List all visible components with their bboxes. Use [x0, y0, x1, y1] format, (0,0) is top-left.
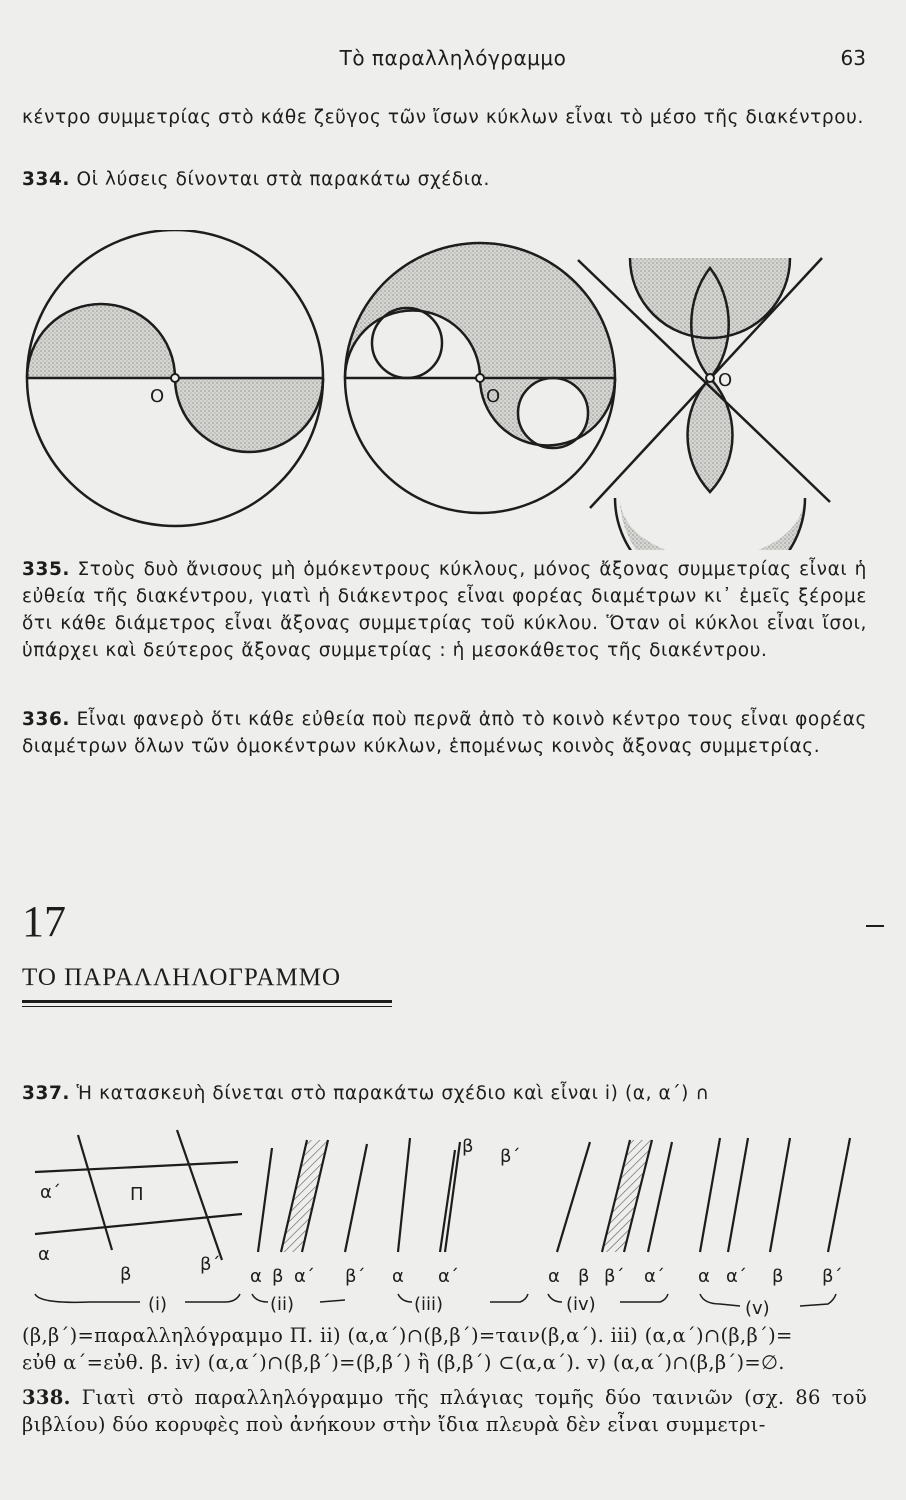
svg-text:(ii): (ii) [270, 1294, 295, 1315]
page-number: 63 [840, 46, 866, 70]
chapter-title-underline [22, 1000, 392, 1003]
svg-text:β΄: β΄ [604, 1266, 625, 1287]
label-alpha: α [38, 1244, 50, 1265]
paragraph-333-end: κέντρο συμμετρίας στὸ κάθε ζεῦγος τῶν ἴσων κύκλων εἶναι τὸ μέσο τῆς διακέντρου. [22, 107, 864, 128]
svg-text:O: O [150, 386, 165, 407]
figure-337-case-iii [398, 1138, 460, 1252]
figure-337-case-v [700, 1138, 850, 1252]
svg-text:α΄: α΄ [294, 1266, 315, 1287]
svg-text:(iv): (iv) [566, 1294, 596, 1315]
svg-text:(iii): (iii) [414, 1294, 444, 1315]
svg-text:α΄: α΄ [644, 1266, 665, 1287]
chapter-title-underline-thin [22, 1006, 392, 1007]
paragraph-335: 335. Στοὺς δυὸ ἄνισους μὴ ὁμόκεντρους κύκλους, μόνος ἄξονας συμμετρίας εἶναι ἡ εὐθεία τῆς διακέντρου, γιατὶ ἡ διάκεντρος εἶναι φορέας διαμέτρων κι᾿ ἐμεῖς ξέρομε ὅτι κάθε διάμετρος εἶναι ἄξονας συμμετρίας τοῦ κύκλου. Ὅταν οἱ κύκλοι εἶναι ἴσοι, ὑπάρχει καὶ δεύτερος ἄξονας συμμετρίας : ἡ μεσοκάθετος τῆς διακέντρου. [22, 559, 867, 661]
svg-text:β: β [772, 1266, 784, 1287]
figure-337-case-ii [258, 1140, 367, 1252]
svg-text:α: α [392, 1266, 404, 1287]
running-header-title: Τὸ παραλληλόγραμμο [339, 46, 567, 70]
label-pi: Π [130, 1184, 144, 1205]
svg-text:α΄: α΄ [438, 1266, 459, 1287]
label-alpha-prime: α΄ [40, 1182, 61, 1203]
figure-334-circle-2 [345, 243, 615, 513]
figure-334 [0, 230, 906, 550]
svg-text:α: α [548, 1266, 560, 1287]
svg-text:α: α [250, 1266, 262, 1287]
svg-text:β: β [272, 1266, 284, 1287]
chapter-number: 17 [22, 897, 66, 946]
figure-334-cross [578, 258, 830, 550]
paragraph-336: 336. Εἶναι φανερὸ ὅτι κάθε εὐθεία ποὺ περνᾶ ἀπὸ τὸ κοινὸ κέντρο τους εἶναι φορέας διαμέτρων ὅλων τῶν ὁμοκέντρων κύκλων, ἑπομένως κοινὸς ἄξονας συμμετρίας. [22, 709, 868, 757]
svg-text:(v): (v) [745, 1298, 770, 1319]
svg-text:β΄: β΄ [500, 1146, 521, 1167]
margin-dash [866, 925, 884, 927]
svg-text:α΄: α΄ [726, 1266, 747, 1287]
svg-text:β΄: β΄ [345, 1266, 366, 1287]
svg-text:(i): (i) [148, 1294, 168, 1315]
paragraph-338: 338. Γιατὶ στὸ παραλληλόγραμμο τῆς πλάγιας τομῆς δύο ταινιῶν (σχ. 86 τοῦ βιβλίου) δύο κορυφὲς ποὺ ἀνήκουν στὴν ἴδια πλευρὰ δὲν εἶναι συμμετρι- [22, 1386, 867, 1436]
paragraph-334: 334. Οἱ λύσεις δίνονται στὰ παρακάτω σχέδια. [22, 169, 490, 190]
svg-text:O: O [718, 370, 733, 391]
svg-text:β: β [578, 1266, 590, 1287]
figure-337-case-iv [557, 1140, 672, 1252]
label-beta: β [120, 1264, 132, 1285]
label-beta-prime: β΄ [200, 1254, 221, 1275]
figure-334-circle-1 [27, 230, 323, 526]
paragraph-337: 337. Ἡ κατασκευὴ δίνεται στὸ παρακάτω σχέδιο καὶ εἶναι i) (α, α΄) ∩ [22, 1083, 710, 1104]
svg-text:β΄: β΄ [822, 1266, 843, 1287]
svg-text:O: O [486, 386, 501, 407]
chapter-title: ΤΟ ΠΑΡΑΛΛΗΛΟΓΡΑΜΜΟ [22, 964, 342, 991]
svg-text:α: α [698, 1266, 710, 1287]
paragraph-337-continued: (β,β΄)=παραλληλόγραμμο Π. ii) (α,α΄)∩(β,β΄)=ταιν(β,α΄). iii) (α,α΄)∩(β,β΄)= εὐθ α΄=εὐθ. β. iv) (α,α΄)∩(β,β΄)=(β,β΄) ἢ (β,β΄) ⊂(α,α΄). v) (α,α΄)∩(β,β΄)=∅. [22, 1324, 793, 1374]
svg-text:β: β [462, 1136, 474, 1157]
figure-337 [0, 1120, 906, 1320]
